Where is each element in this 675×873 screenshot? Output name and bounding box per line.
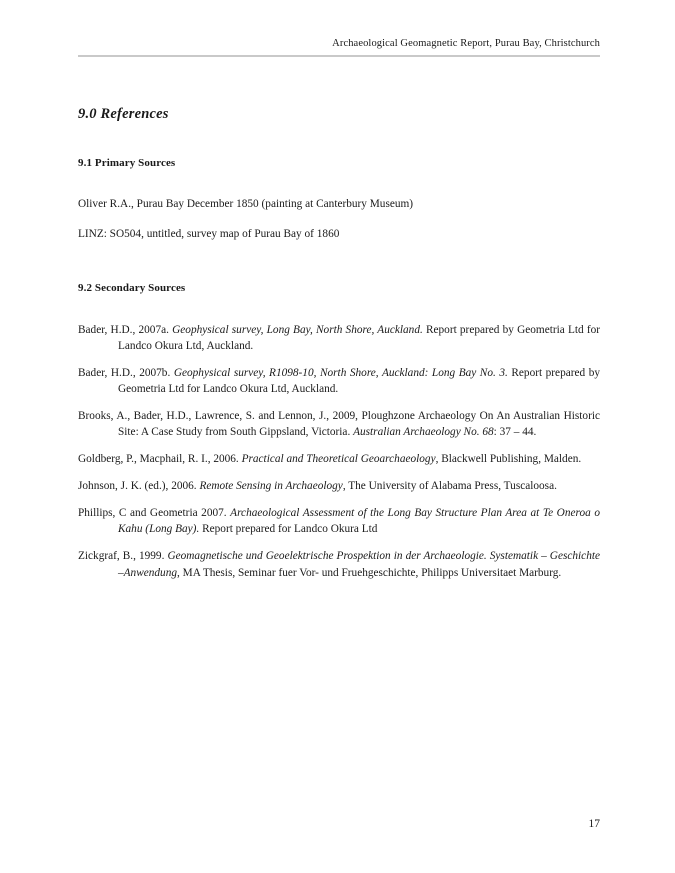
- reference-title-italic: Archaeological Assessment of the Long Bay Structure Plan Area at Te Oneroa o Kahu (Long Bay).: [118, 507, 600, 536]
- reference-text: Brooks, A., Bader, H.D., Lawrence, S. and Lennon, J., 2009, Ploughzone Archaeology On An Australian Historic Site: A Case Study from South Gippsland, Victoria.: [78, 410, 600, 439]
- reference-text: Goldberg, P., Macphail, R. I., 2006.: [78, 453, 242, 466]
- reference-title-italic: Practical and Theoretical Geoarchaeology: [241, 453, 436, 466]
- reference-entry: [78, 408, 600, 440]
- page-content: [78, 100, 600, 592]
- reference-entry: [78, 365, 600, 397]
- reference-title-italic: Remote Sensing in Archaeology: [199, 480, 343, 493]
- reference-text: Bader, H.D., 2007a.: [78, 324, 173, 337]
- subsection-heading-secondary-sources: 9.2 Secondary Sources: [78, 282, 186, 295]
- primary-source-entry: Oliver R.A., Purau Bay December 1850 (painting at Canterbury Museum): [78, 198, 414, 210]
- page-number: 17: [588, 818, 600, 830]
- spacer: [78, 256, 600, 282]
- reference-entry: [78, 322, 600, 354]
- reference-title-italic: Geophysical survey, Long Bay, North Shore, Auckland.: [172, 324, 423, 337]
- reference-text: Report prepared by Geometria Ltd for Landco Okura Ltd, Auckland.: [118, 324, 600, 353]
- section-heading-references: 9.0 References: [78, 106, 169, 122]
- reference-text: Report prepared for Landco Okura Ltd: [199, 523, 378, 536]
- reference-text: , Blackwell Publishing, Malden.: [435, 453, 582, 466]
- reference-entry: [78, 478, 600, 494]
- spacer: [78, 123, 600, 157]
- spacer: [78, 169, 600, 197]
- reference-text: Johnson, J. K. (ed.), 2006.: [78, 480, 200, 493]
- primary-source-entry: LINZ: SO504, untitled, survey map of Purau Bay of 1860: [78, 227, 340, 240]
- reference-text: Report prepared by Geometria Ltd for Landco Okura Ltd, Auckland.: [118, 367, 600, 396]
- reference-text: Zickgraf, B., 1999.: [78, 550, 168, 563]
- reference-text: , MA Thesis, Seminar fuer Vor- und Fruehgeschichte, Philipps Universitaet Marburg.: [177, 566, 562, 579]
- reference-title-italic: Australian Archaeology No. 68: [353, 426, 494, 439]
- reference-entry: [78, 548, 600, 580]
- spacer: [78, 294, 600, 322]
- header-divider-rule: [78, 55, 600, 57]
- running-header-title: Archaeological Geomagnetic Report, Purau Bay, Christchurch: [332, 38, 600, 49]
- subsection-heading-primary-sources: 9.1 Primary Sources: [78, 157, 176, 169]
- reference-title-italic: Geomagnetische und Geoelektrische Prospektion in der Archaeologie. Systematik – Geschichte –Anwendung: [118, 550, 600, 579]
- reference-text: Phillips, C and Geometria 2007.: [78, 507, 231, 520]
- reference-text: : 37 – 44.: [493, 426, 537, 439]
- reference-entry: [78, 505, 600, 537]
- reference-entry: [78, 451, 600, 467]
- reference-title-italic: Geophysical survey, R1098-10, North Shore, Auckland: Long Bay No. 3.: [173, 367, 508, 380]
- reference-text: , The University of Alabama Press, Tuscaloosa.: [342, 480, 557, 493]
- reference-text: Bader, H.D., 2007b.: [78, 367, 174, 380]
- primary-sources-list: [78, 197, 600, 242]
- page-header: [78, 38, 600, 57]
- secondary-sources-list: [78, 322, 600, 580]
